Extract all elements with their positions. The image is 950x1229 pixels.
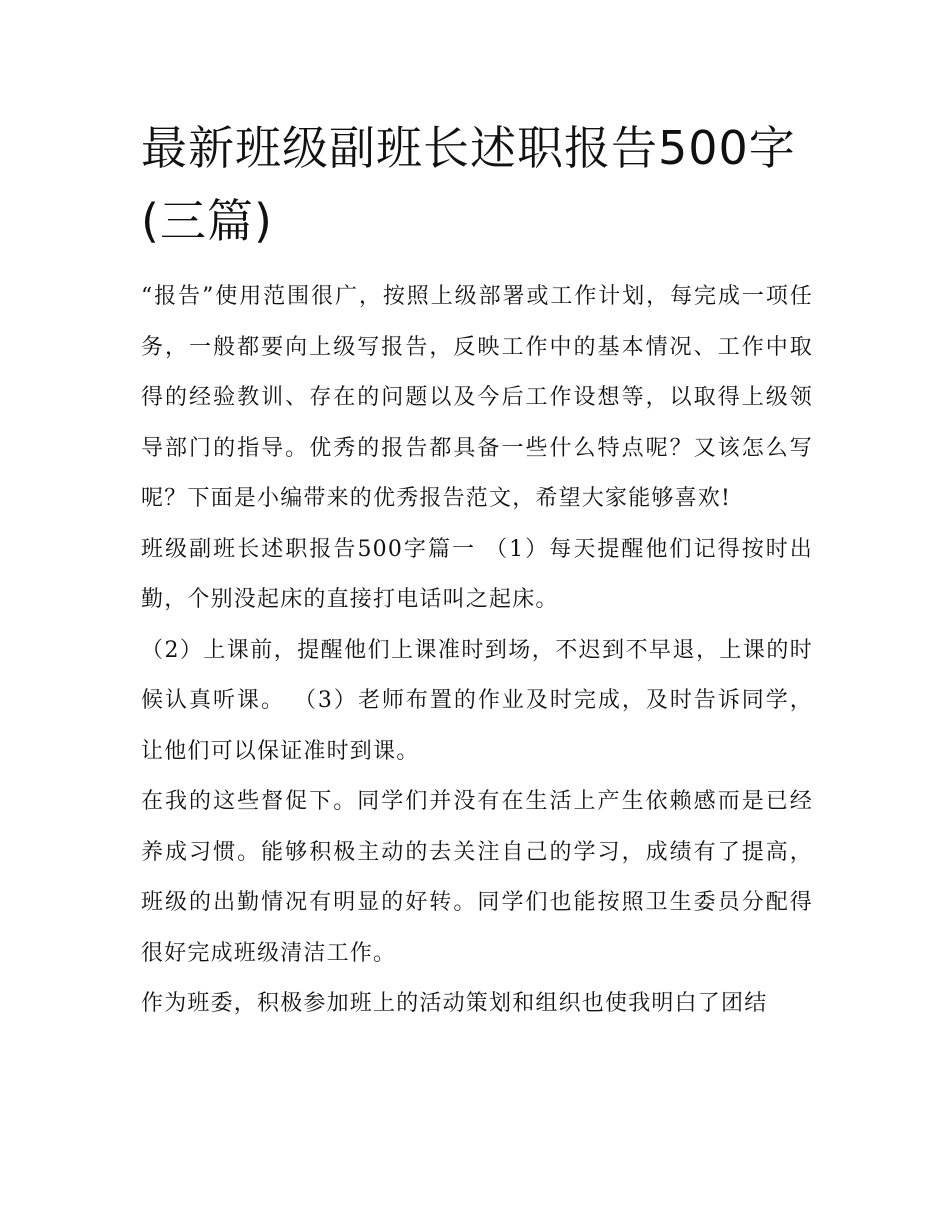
paragraph-supervision-results: 在我的这些督促下。同学们并没有在生活上产生依赖感而是已经养成习惯。能够积极主动的去关注自己的学习，成绩有了提高，班级的出勤情况有明显的好转。同学们也能按照卫生委员分配得很好完成班级清洁工作。 bbox=[141, 789, 813, 966]
document-page bbox=[141, 112, 813, 1030]
paragraph-part-one: 班级副班长述职报告500字篇一 （1）每天提醒他们记得按时出勤，个别没起床的直接打电话叫之起床。 bbox=[141, 536, 813, 612]
paragraph-intro: “报告”使用范围很广，按照上级部署或工作计划，每完成一项任务，一般都要向上级写报告，反映工作中的基本情况、工作中取得的经验教训、存在的问题以及今后工作设想等，以取得上级领导部门的指导。优秀的报告都具备一些什么特点呢？又该怎么写呢？下面是小编带来的优秀报告范文，希望大家能够喜欢! bbox=[141, 284, 813, 511]
paragraph-before-class: （2）上课前，提醒他们上课准时到场，不迟到不早退，上课的时候认真听课。 （3）老师布置的作业及时完成，及时告诉同学，让他们可以保证准时到课。 bbox=[141, 637, 813, 764]
document-title: 最新班级副班长述职报告500字(三篇) bbox=[141, 121, 796, 248]
document-body bbox=[141, 272, 813, 1030]
paragraph-committee-role: 作为班委，积极参加班上的活动策划和组织也使我明白了团结 bbox=[141, 991, 768, 1016]
